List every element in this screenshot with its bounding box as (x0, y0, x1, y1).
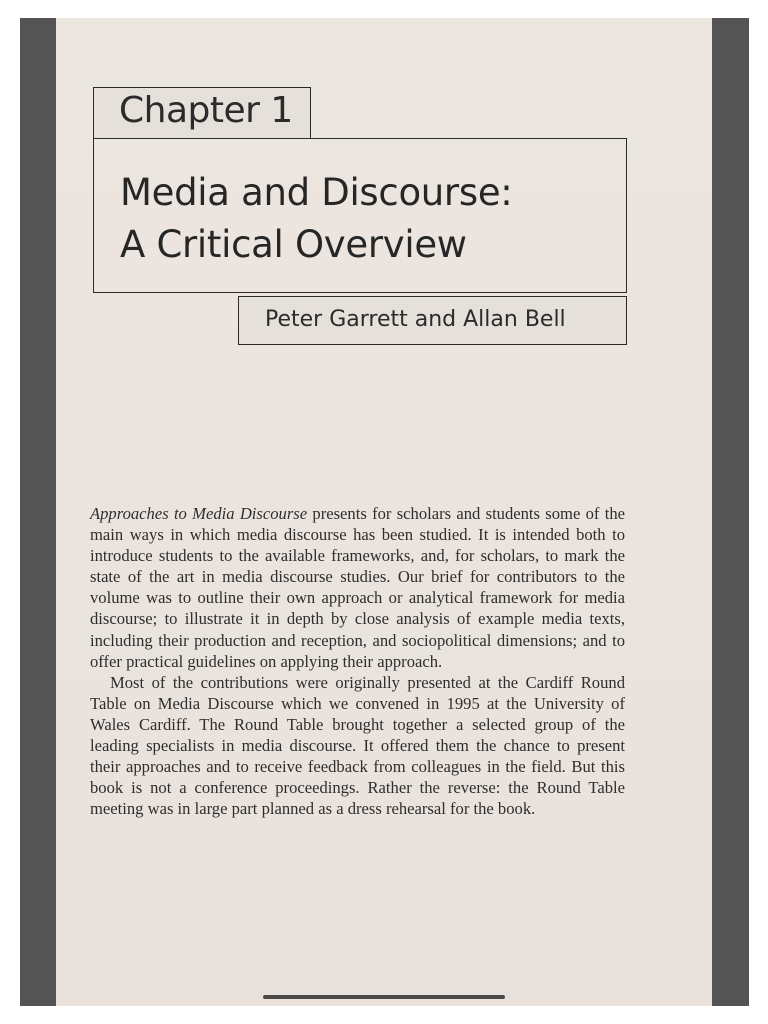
home-indicator-bar[interactable] (263, 995, 505, 999)
paragraph-1-text: presents for scholars and students some of the main ways in which media discourse has been studied. It is intended both to introduce students to the available frameworks, and, for scholars, to mark the state of the art in media discourse studies. Our brief for contributors to the volume was to outline their own approach or analytical framework for media discourse; to illustrate it in depth by close analysis of example media texts, including their production and reception, and sociopolitical dimensions; and to offer practical guidelines on applying their approach. (90, 504, 625, 671)
chapter-authors: Peter Garrett and Allan Bell (265, 307, 566, 332)
chapter-number: Chapter 1 (119, 90, 293, 131)
chapter-body-text (90, 503, 625, 819)
authors-box (238, 296, 627, 345)
chapter-title-line-2: A Critical Overview (120, 223, 467, 266)
chapter-title-line-1: Media and Discourse: (120, 171, 513, 214)
paragraph-2: Most of the contributions were originally presented at the Cardiff Round Table on Media Discourse which we convened in 1995 at the University of Wales Cardiff. The Round Table brought together a selected group of the leading specialists in media discourse. It offered them the chance to present their approaches and to receive feedback from colleagues in the field. But this book is not a conference proceedings. Rather the reverse: the Round Table meeting was in large part planned as a dress rehearsal for the book. (90, 672, 625, 819)
book-title-italic: Approaches to Media Discourse (90, 504, 308, 523)
chapter-number-box (93, 87, 311, 139)
chapter-title-box (93, 138, 627, 293)
paragraph-1 (90, 503, 625, 672)
